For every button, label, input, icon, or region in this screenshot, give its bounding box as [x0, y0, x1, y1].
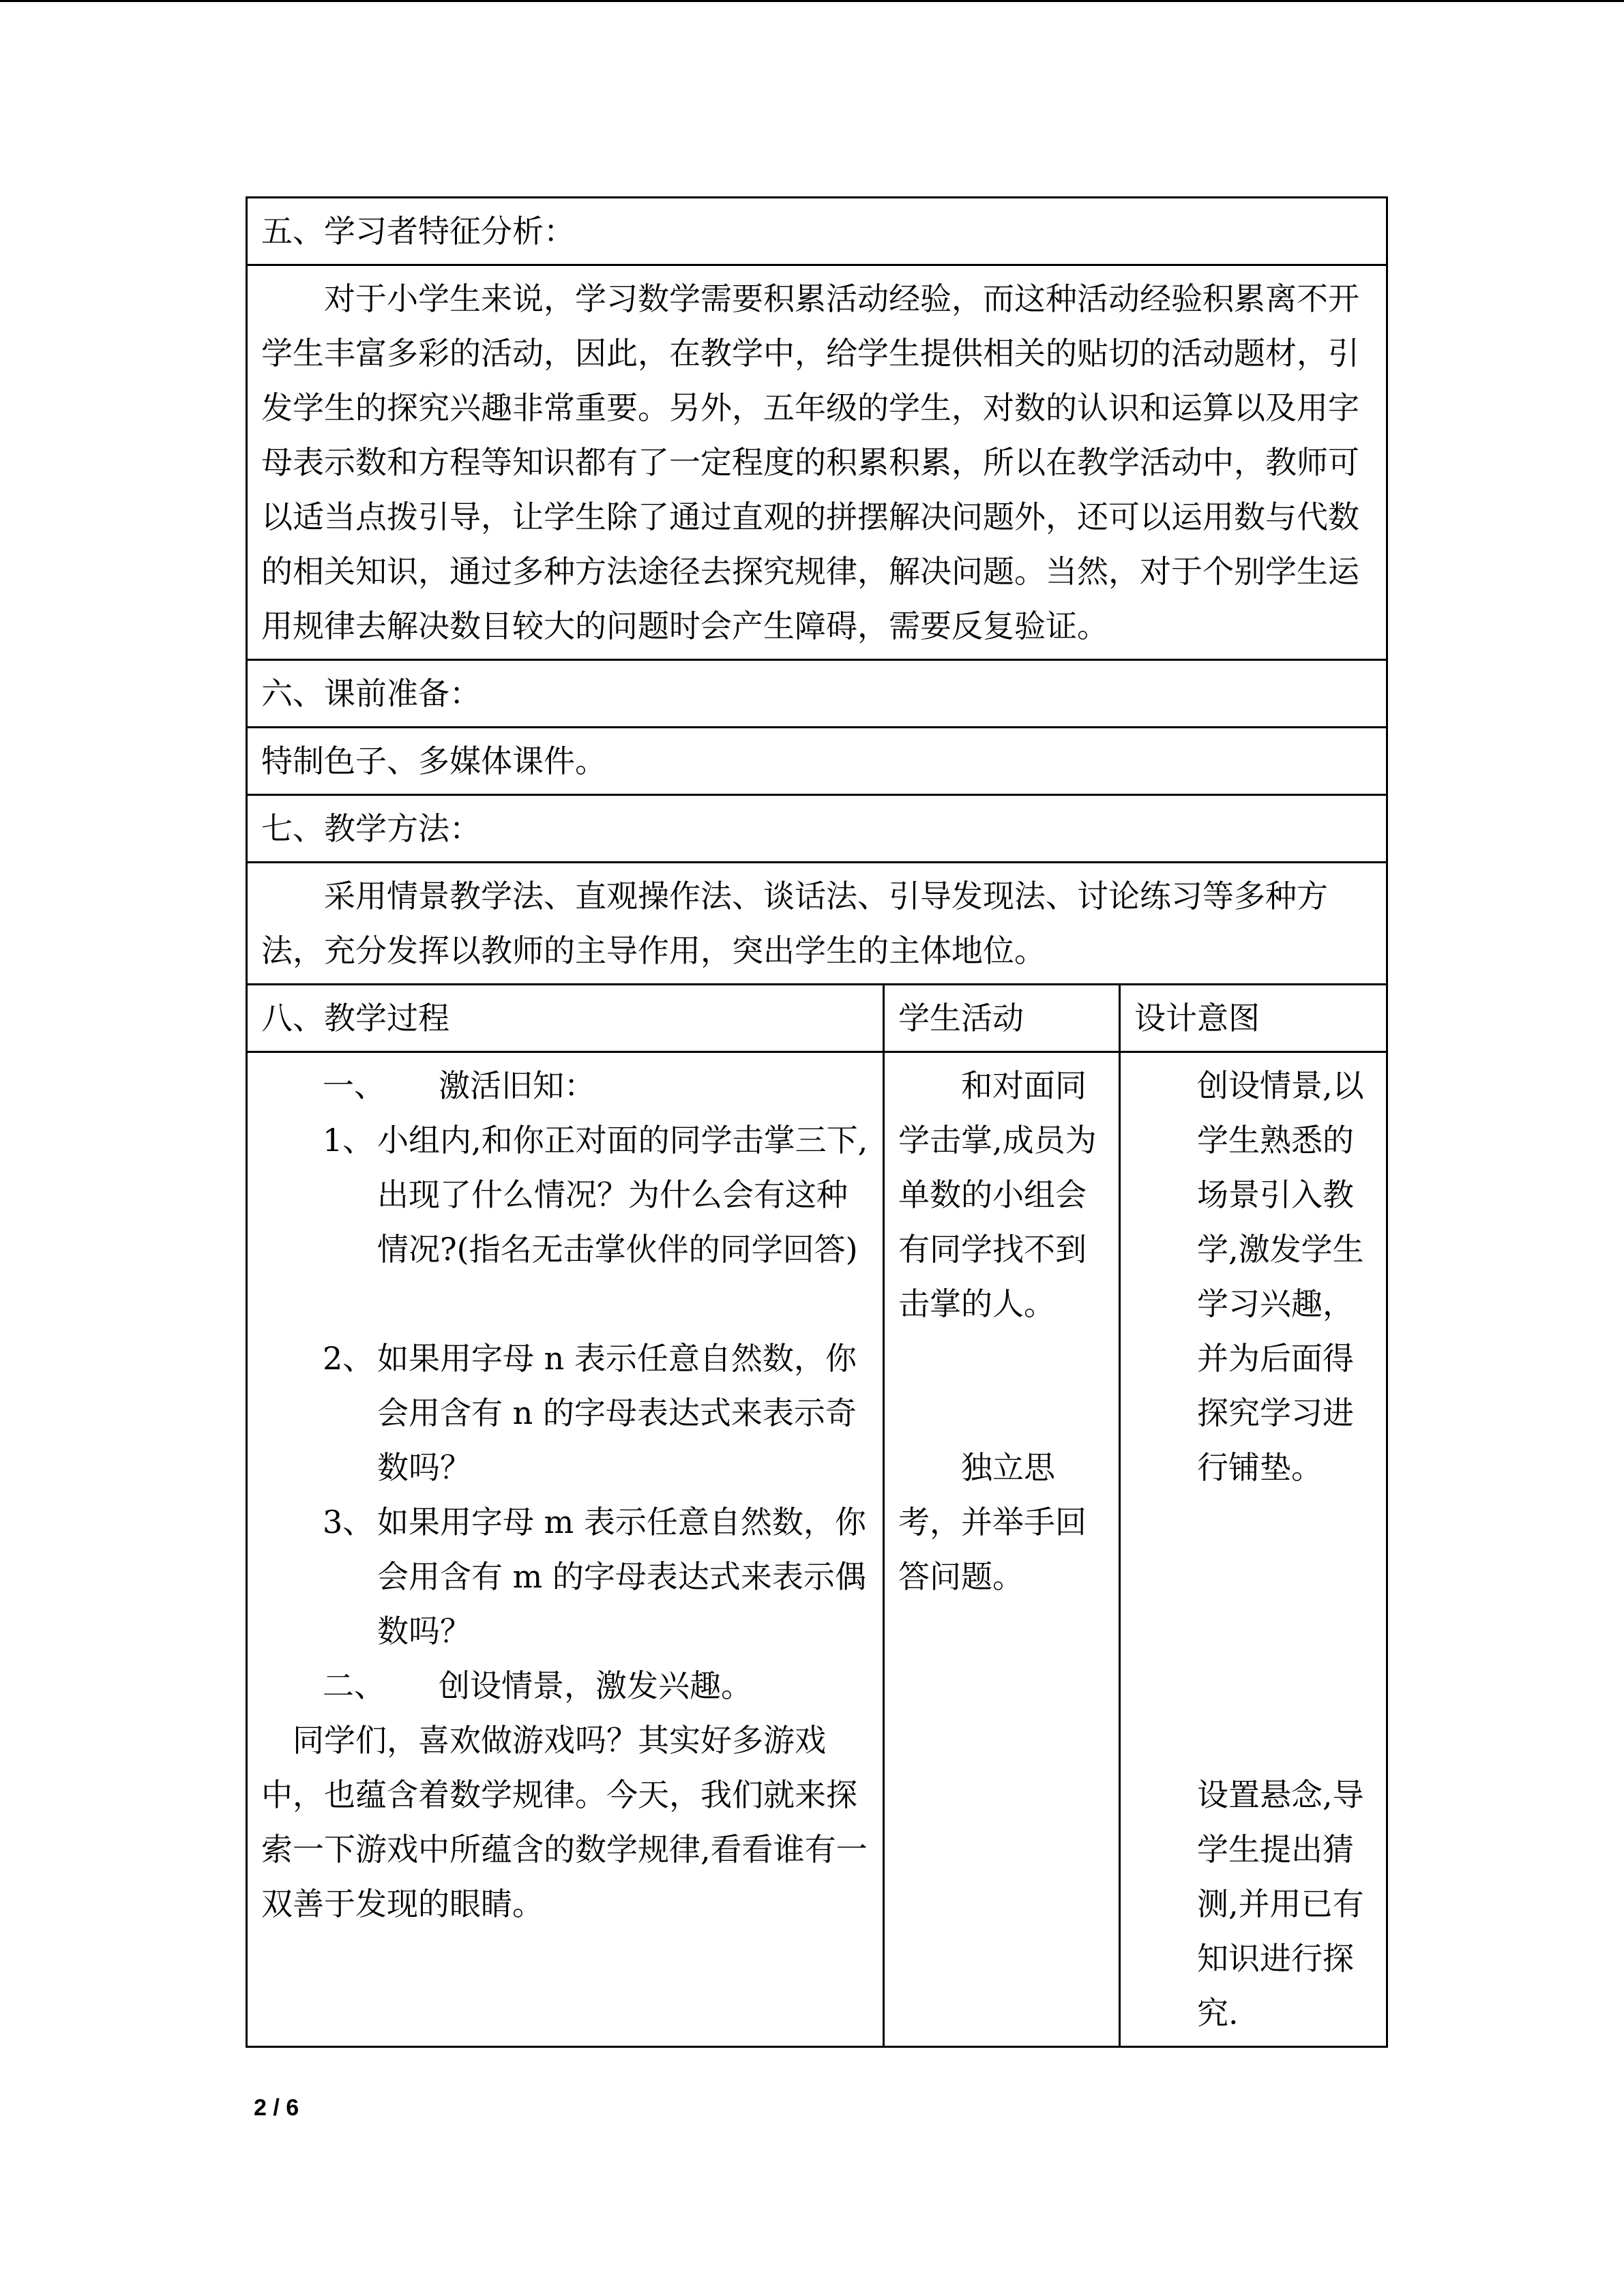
- part1-title: 激活旧知：: [439, 1067, 595, 1104]
- list-item: [323, 1495, 869, 1658]
- intent-1: 创设情景,以学生熟悉的场景引入教学,激发学生学习兴趣，并为后面得探究学习进行铺垫。: [1197, 1067, 1364, 1486]
- item-list: [261, 1113, 869, 1658]
- intent-2: 设置悬念,导学生提出猜测,并用已有知识进行探究.: [1197, 1776, 1364, 2031]
- process-cell: [247, 1052, 884, 2047]
- method-body-row: [247, 863, 1387, 985]
- preparation-body-row: [247, 728, 1387, 795]
- page-number: 2 / 6: [254, 2095, 299, 2121]
- process-header-row: [247, 985, 1387, 1052]
- part2-body: 同学们，喜欢做游戏吗？其实好多游戏中，也蕴含着数学规律。今天，我们就来探索一下游戏中所蕴含的数学规律,看看谁有一双善于发现的眼睛。: [261, 1722, 868, 1922]
- part1-num: 一、: [323, 1067, 385, 1104]
- lesson-plan-table: [246, 196, 1388, 2048]
- method-body: 采用情景教学法、直观操作法、谈话法、引导发现法、讨论练习等多种方法，充分发挥以教师的主导作用，突出学生的主体地位。: [261, 878, 1328, 969]
- part2-num: 二、: [323, 1667, 385, 1704]
- preparation-body: 特制色子、多媒体课件。: [247, 728, 1387, 795]
- activity-1: 和对面同学击掌,成员为单数的小组会有同学找不到击掌的人。: [898, 1067, 1097, 1322]
- item-2-text: 如果用字母 n 表示任意自然数，你会用含有 n 的字母表达式来表示奇数吗？: [377, 1340, 857, 1486]
- activity-2: 独立思考，并举手回答问题。: [898, 1449, 1087, 1595]
- learner-body-row: [247, 265, 1387, 660]
- item-2-num: 2、: [323, 1340, 374, 1377]
- top-rule: [0, 0, 1624, 2]
- item-3-num: 3、: [323, 1504, 374, 1540]
- header-activity: 学生活动: [884, 985, 1120, 1052]
- preparation-title: 六、课前准备：: [247, 660, 1387, 728]
- item-1-num: 1、: [323, 1122, 374, 1159]
- intent-cell: [1120, 1052, 1387, 2047]
- spacer: [323, 1277, 869, 1331]
- header-process: 八、教学过程: [247, 985, 884, 1052]
- item-1-text: 小组内,和你正对面的同学击掌三下,出现了什么情况？为什么会有这种情况?(指名无击掌伙伴的同学回答): [377, 1122, 868, 1268]
- spacer: [898, 1331, 1105, 1440]
- preparation-title-row: [247, 660, 1387, 728]
- list-item: [323, 1113, 869, 1277]
- item-3-text: 如果用字母 m 表示任意自然数，你会用含有 m 的字母表达式来表示偶数吗？: [377, 1504, 866, 1650]
- activity-cell: [884, 1052, 1120, 2047]
- header-intent: 设计意图: [1120, 985, 1387, 1052]
- process-body-row: [247, 1052, 1387, 2047]
- part2-heading: [261, 1658, 869, 1713]
- part1-heading: [261, 1058, 869, 1113]
- method-title-row: [247, 795, 1387, 863]
- method-title: 七、教学方法：: [247, 795, 1387, 863]
- list-item: [323, 1331, 869, 1495]
- learner-body: 对于小学生来说，学习数学需要积累活动经验，而这种活动经验积累离不开学生丰富多彩的活动，因此，在教学中，给学生提供相关的贴切的活动题材，引发学生的探究兴趣非常重要。另外，五年级的学生，对数的认识和运算以及用字母表示数和方程等知识都有了一定程度的积累积累，所以在教学活动中，教师可以适当点拨引导，让学生除了通过直观的拼摆解决问题外，还可以运用数与代数的相关知识，通过多种方法途径去探究规律，解决问题。当然，对于个别学生运用规律去解决数目较大的问题时会产生障碍，需要反复验证。: [261, 280, 1359, 644]
- learner-title: 五、学习者特征分析：: [247, 198, 1387, 265]
- part2-title: 创设情景，激发兴趣。: [439, 1667, 752, 1704]
- learner-title-row: [247, 198, 1387, 265]
- spacer: [1134, 1495, 1372, 1768]
